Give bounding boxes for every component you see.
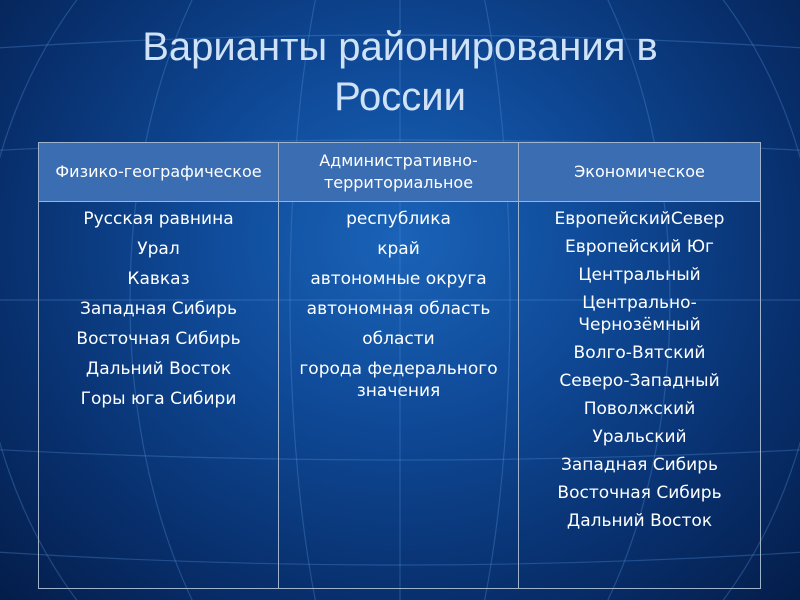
list-item: Восточная Сибирь — [557, 483, 722, 503]
list-item: край — [377, 239, 420, 259]
list-item: Восточная Сибирь — [76, 329, 241, 349]
list-item: Дальний Восток — [566, 511, 713, 531]
list-item: автономная область — [306, 299, 491, 319]
list-item: Дальний Восток — [85, 359, 232, 379]
list-item: Урал — [137, 239, 180, 259]
slide-title — [0, 22, 800, 122]
list-item: Европейский Юг — [565, 237, 714, 257]
list-item: города федерального значения — [299, 359, 498, 401]
economic-cell — [519, 202, 761, 589]
administrative-territorial-cell — [279, 202, 519, 589]
regionalization-table — [38, 142, 761, 589]
physical-geographic-cell — [39, 202, 279, 589]
header-economic: Экономическое — [519, 143, 761, 202]
list-item: Центральный — [578, 265, 701, 285]
list-item: Западная Сибирь — [560, 455, 719, 475]
table-header-row — [39, 143, 761, 202]
slide-title-line-2: России — [334, 75, 466, 119]
list-item: автономные округа — [310, 269, 487, 289]
list-item: Волго-Вятский — [573, 343, 706, 363]
list-item: Поволжский — [583, 399, 696, 419]
list-item: Центрально-Чернозёмный — [578, 293, 701, 335]
list-item: Западная Сибирь — [79, 299, 238, 319]
list-item: Горы юга Сибири — [80, 389, 237, 409]
list-item: области — [362, 329, 435, 349]
list-item: Северо-Западный — [559, 371, 720, 391]
list-item: Русская равнина — [83, 209, 234, 229]
table-row — [39, 202, 761, 589]
list-item: Кавказ — [127, 269, 190, 289]
slide-title-line-1: Варианты районирования в — [142, 25, 658, 69]
list-item: республика — [346, 209, 451, 229]
header-administrative-territorial: Административно-территориальное — [279, 143, 519, 202]
list-item: ЕвропейскийСевер — [554, 209, 725, 229]
header-physical-geographic: Физико-географическое — [39, 143, 279, 202]
list-item: Уральский — [592, 427, 687, 447]
